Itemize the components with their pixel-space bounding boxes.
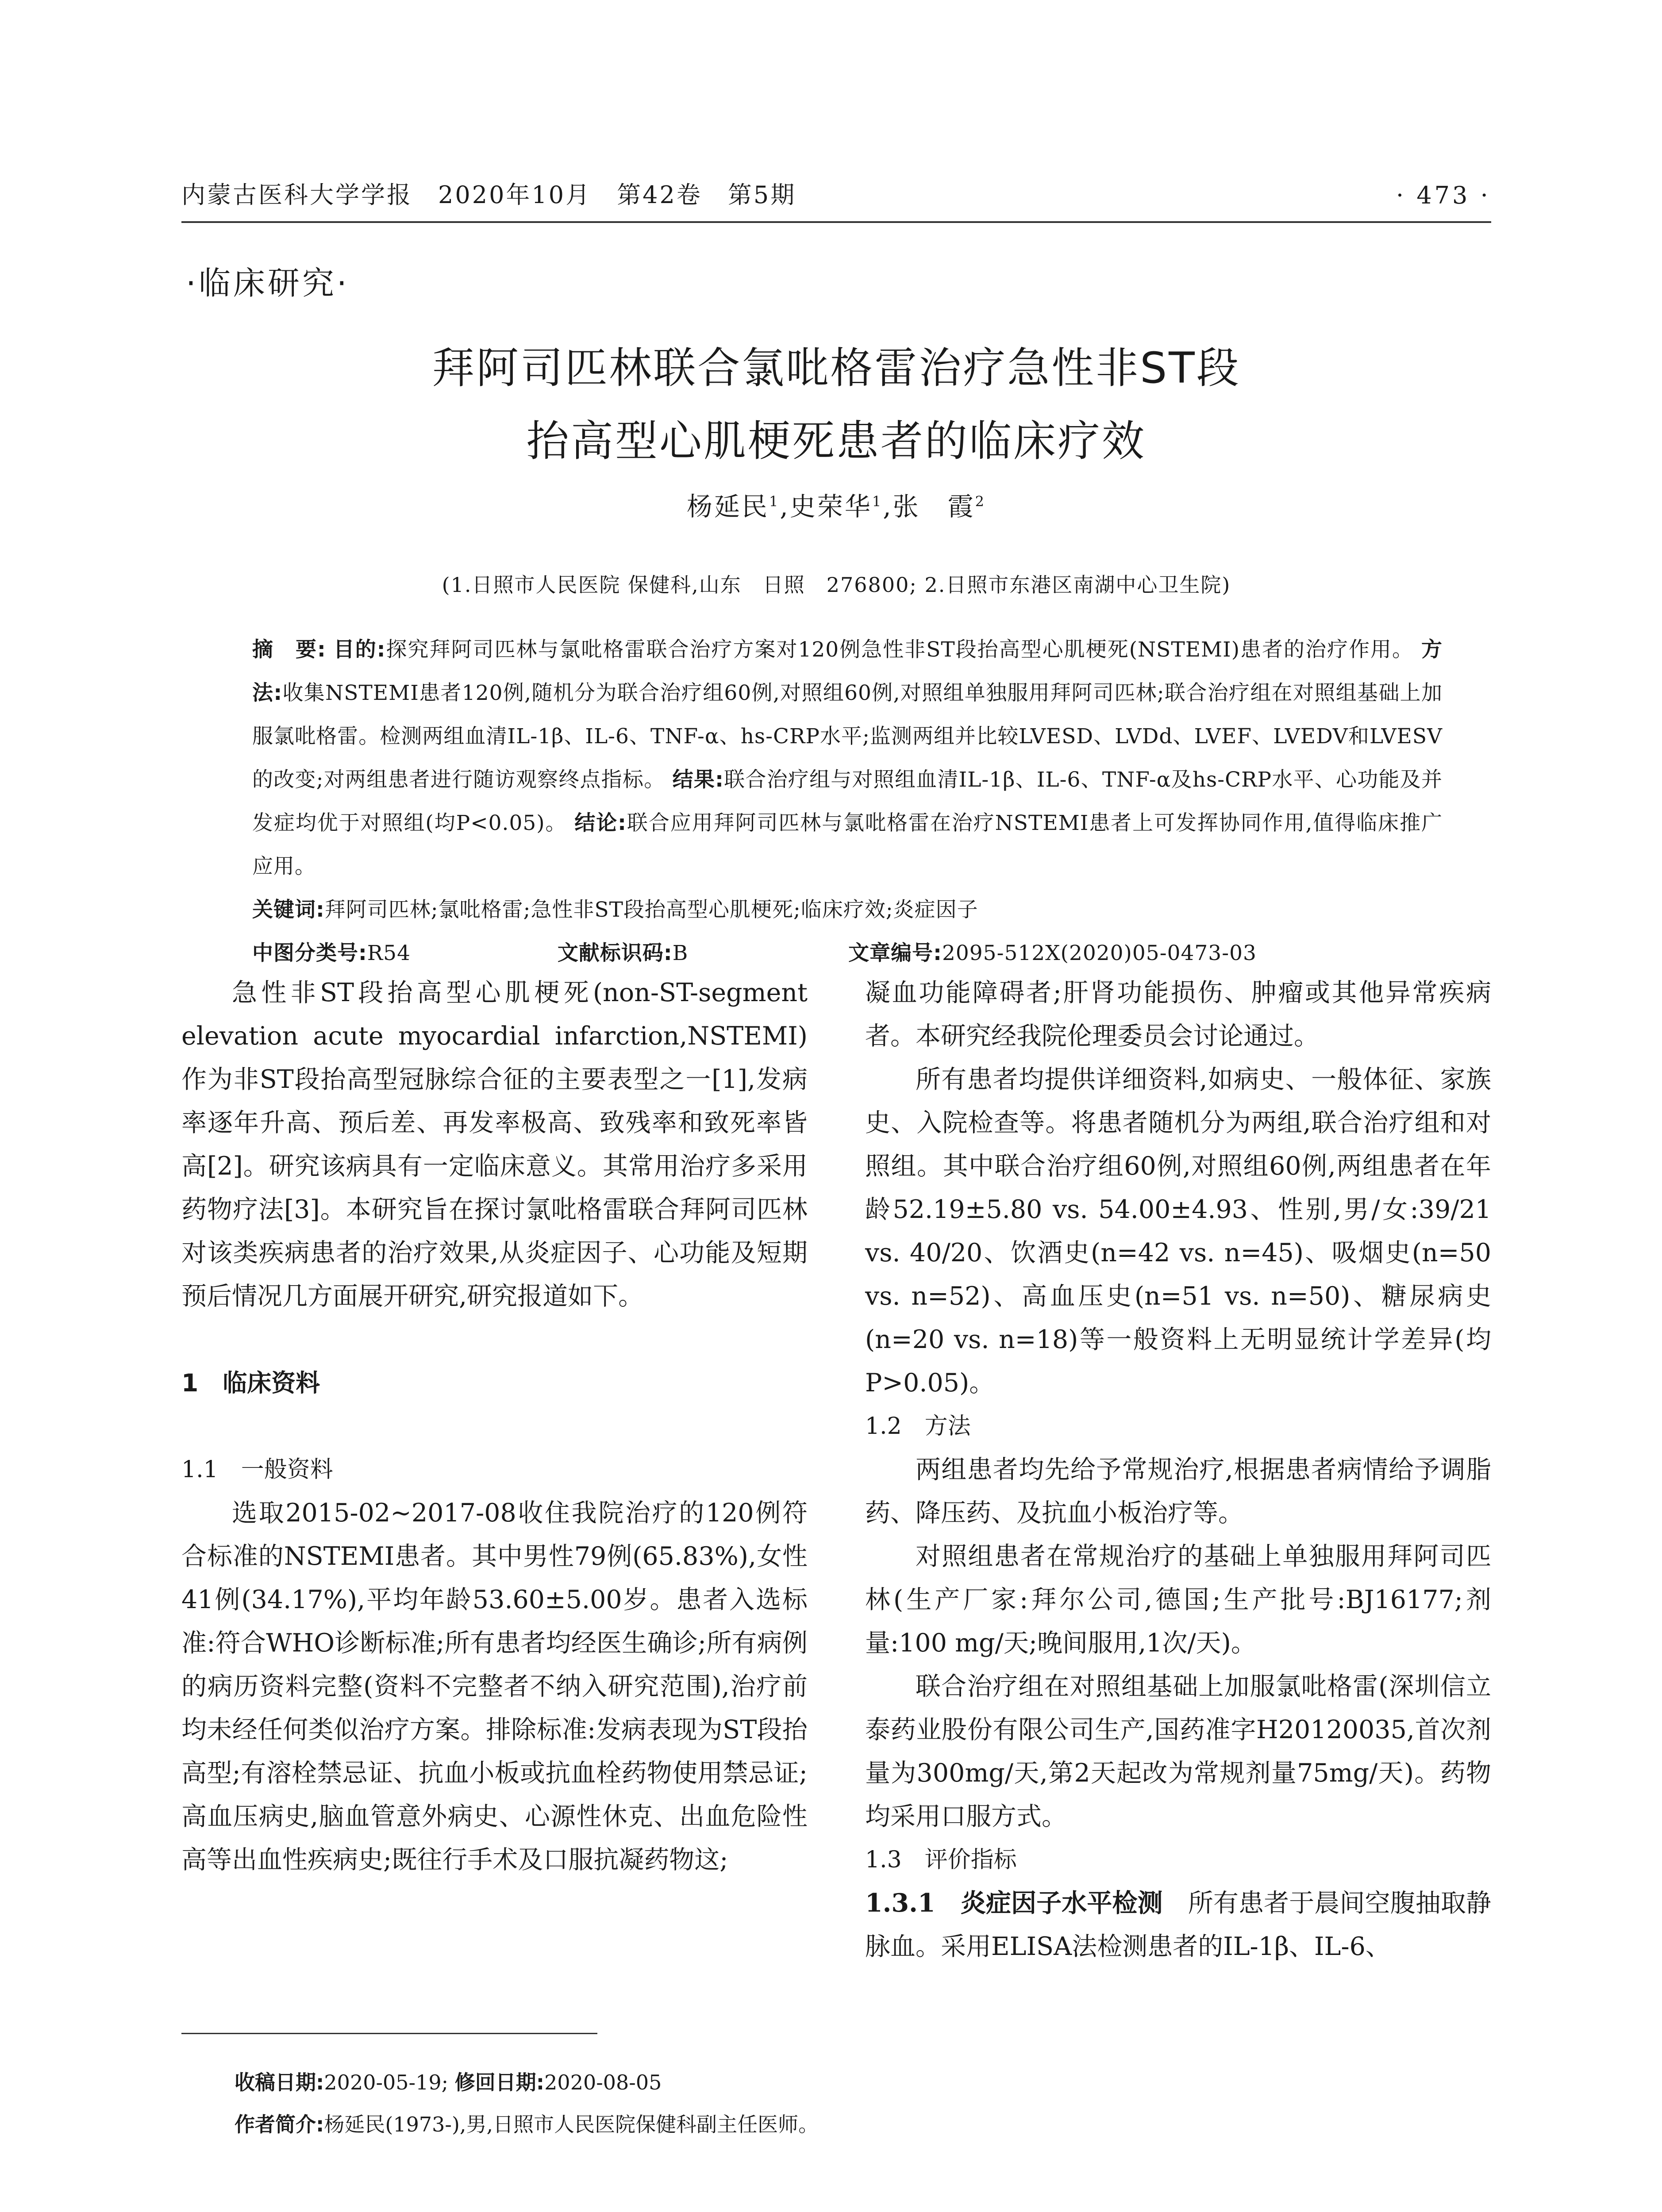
title-line-1: 拜阿司匹林联合氯吡格雷治疗急性非ST段 — [432, 343, 1241, 393]
paragraph: 凝血功能障碍者;肝肾功能损伤、肿瘤或其他异常疾病者。本研究经我院伦理委员会讨论通过。 — [865, 978, 1491, 1051]
title-line-2: 抬高型心肌梗死患者的临床疗效 — [527, 416, 1146, 466]
author-name: 张 霞 — [893, 492, 975, 522]
abstract — [252, 628, 1443, 975]
affiliation: (1.日照市人民医院 保健科,山东 日照 276800; 2.日照市东港区南湖中心卫生院) — [442, 573, 1231, 597]
received-label: 收稿日期: — [235, 2070, 324, 2094]
classification — [252, 932, 1443, 975]
author-bio-label: 作者简介: — [235, 2112, 324, 2136]
author-name: 杨延民 — [687, 492, 769, 522]
abstract-label: 摘 要: — [252, 637, 326, 662]
objective-label: 目的: — [333, 637, 386, 662]
authors: 杨延民$^1$,史荣华$^1$,张 霞$^2$ — [687, 492, 986, 522]
subsection-heading: 1.3 评价指标 — [865, 1847, 1017, 1873]
method-text: 收集NSTEMI患者120例,随机分为联合治疗组60例,对照组60例,对照组单独服用拜阿司匹林;联合治疗组在对照组基础上加服氯吡格雷。检测两组血清IL-1β、IL-6、TNF-α、hs-CRP水平;监测两组并比较LVESD、LVDd、LVEF、LVEDV和LVESV的改变;对两组患者进行随访观察终点指标。 — [252, 681, 1443, 792]
article-title — [181, 332, 1491, 478]
objective-text: 探究拜阿司匹林与氯吡格雷联合治疗方案对120例急性非ST段抬高型心肌梗死(NSTEMI)患者的治疗作用。 — [385, 637, 1414, 662]
paragraph: 两组患者均先给予常规治疗,根据患者病情给予调脂药、降压药、及抗血小板治疗等。 — [865, 1455, 1491, 1528]
footnotes — [235, 2062, 819, 2146]
subsubsection-heading: 1.3.1 炎症因子水平检测 — [865, 1888, 1163, 1918]
paragraph: 对照组患者在常规治疗的基础上单独服用拜阿司匹林(生产厂家:拜尔公司,德国;生产批号:BJ16177;剂量:100 mg/天;晚间服用,1次/天)。 — [865, 1542, 1491, 1658]
doc-code-label: 文献标识码: — [557, 941, 673, 965]
keywords-label: 关键词: — [252, 898, 325, 922]
footnote-rule — [181, 2033, 597, 2034]
paragraph — [865, 1882, 1491, 1968]
header-rule — [181, 221, 1491, 223]
dates-footnote — [235, 2062, 819, 2104]
paragraph: 联合治疗组在对照组基础上加服氯吡格雷(深圳信立泰药业股份有限公司生产,国药准字H20120035,首次剂量为300mg/天,第2天起改为常规剂量75mg/天)。药物均采用口服方式。 — [865, 1672, 1491, 1831]
result-text: 联合治疗组与对照组血清IL-1β、IL-6、TNF-α及hs-CRP水平、心功能及并发症均优于对照组(均P<0.05)。 — [252, 768, 1443, 835]
method-label: 方法: — [252, 637, 1443, 705]
section-tag: ·临床研究· — [186, 265, 350, 302]
author-affil-sup: 1 — [872, 493, 883, 510]
abstract-body — [252, 628, 1443, 888]
paragraph-text: 所有患者于晨间空腹抽取静脉血。采用ELISA法检测患者的IL-1β、IL-6、 — [865, 1889, 1492, 1961]
author-name: 史荣华 — [789, 492, 872, 522]
conclusion-label: 结论: — [574, 811, 627, 835]
doc-code-value: B — [672, 941, 689, 965]
keywords — [252, 888, 1443, 932]
author-affil-sup: 2 — [975, 493, 986, 510]
article-number-value: 2095-512X(2020)05-0473-03 — [942, 941, 1257, 965]
section-heading: 1 临床资料 — [181, 1369, 320, 1397]
author-affil-sup: 1 — [769, 493, 780, 510]
subsection-heading: 1.2 方法 — [865, 1413, 971, 1440]
right-column — [865, 971, 1491, 1968]
keywords-text: 拜阿司匹林;氯吡格雷;急性非ST段抬高型心肌梗死;临床疗效;炎症因子 — [324, 898, 978, 922]
conclusion-text: 联合应用拜阿司匹林与氯吡格雷在治疗NSTEMI患者上可发挥协同作用,值得临床推广应用。 — [252, 811, 1443, 879]
article-number-label: 文章编号: — [848, 941, 942, 965]
page-number: · 473 · — [1396, 181, 1491, 209]
paragraph: 选取2015-02~2017-08收住我院治疗的120例符合标准的NSTEMI患者。其中男性79例(65.83%),女性41例(34.17%),平均年龄53.60±5.00岁。患者入选标准:符合WHO诊断标准;所有患者均经医生确诊;所有病例的病历资料完整(资料不完整者不纳入研究范围),治疗前均未经任何类似治疗方案。排除标准:发病表现为ST段抬高型;有溶栓禁忌证、抗血小板或抗血栓药物使用禁忌证;高血压病史,脑血管意外病史、心源性休克、出血危险性高等出血性疾病史;既往行手术及口服抗凝药物这; — [181, 1498, 808, 1874]
author-bio: 杨延民(1973-),男,日照市人民医院保健科副主任医师。 — [324, 2112, 819, 2136]
intro-paragraph: 急性非ST段抬高型心肌梗死(non-ST-segment elevation acute myocardial infarction,NSTEMI)作为非ST段抬高型冠脉综合征的主要表型之一[1],发病率逐年升高、预后差、再发率极高、致残率和致死率皆高[2]。研究该病具有一定临床意义。其常用治疗多采用药物疗法[3]。本研究旨在探讨氯吡格雷联合拜阿司匹林对该类疾病患者的治疗效果,从炎症因子、心功能及短期预后情况几方面展开研究,研究报道如下。 — [181, 978, 808, 1311]
left-column — [181, 971, 808, 1882]
author-footnote — [235, 2104, 819, 2146]
subsection-heading: 1.1 一般资料 — [181, 1456, 333, 1483]
revised-date: 2020-08-05 — [544, 2070, 662, 2094]
revised-label: 修回日期: — [454, 2070, 545, 2094]
paragraph: 所有患者均提供详细资料,如病史、一般体征、家族史、入院检查等。将患者随机分为两组,联合治疗组和对照组。其中联合治疗组60例,对照组60例,两组患者在年龄52.19±5.80 vs. 54.00±4.93、性别,男/女:39/21 vs. 40/20、饮酒史(n=42 vs. n=45)、吸烟史(n=50 vs. n=52)、高血压史(n=51 vs. n=50)、糖尿病史(n=20 vs. n=18)等一般资料上无明显统计学差异(均P>0.05)。 — [865, 1065, 1491, 1398]
result-label: 结果: — [672, 768, 724, 792]
received-date: 2020-05-19; — [324, 2070, 449, 2094]
journal-header: 内蒙古医科大学学报 2020年10月 第42卷 第5期 — [181, 181, 796, 209]
clc-label: 中图分类号: — [252, 941, 367, 965]
clc-value: R54 — [367, 941, 411, 965]
